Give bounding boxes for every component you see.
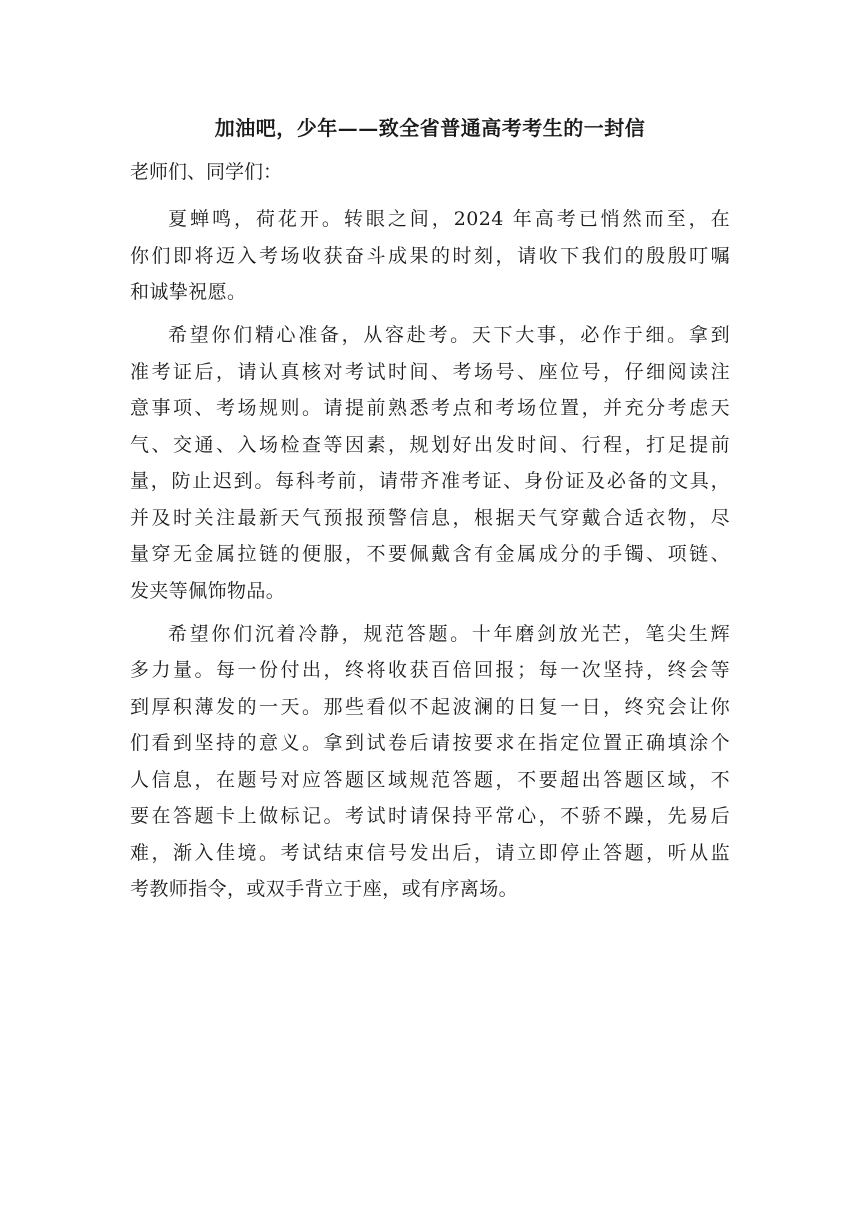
text-line: 要在答题卡上做标记。考试时请保持平常心，不骄不躁，先易后 (130, 805, 730, 827)
text-line: 气、交通、入场检查等因素，规划好出发时间、行程，打足提前 (130, 433, 730, 456)
text-line: 难，渐入佳境。考试结束信号发出后，请立即停止答题，听从监 (130, 841, 730, 864)
letter-title: 加油吧，少年——致全省普通高考考生的一封信 (214, 116, 646, 140)
text-line: 准考证后，请认真核对考试时间、考场号、座位号，仔细阅读注 (130, 360, 730, 383)
text-line: 和诚挚祝愿。 (130, 281, 247, 303)
paragraph-2 (130, 317, 730, 609)
salutation: 老师们、同学们： (130, 161, 283, 183)
text-line: 多力量。每一份付出，终将收获百倍回报；每一次坚持，终会等 (130, 659, 730, 681)
text-line: 量穿无金属拉链的便服，不要佩戴含有金属成分的手镯、项链、 (130, 543, 730, 565)
text-line: 们看到坚持的意义。拿到试卷后请按要求在指定位置正确填涂个 (130, 732, 730, 754)
text-line: 量，防止迟到。每科考前，请带齐准考证、身份证及必备的文具， (130, 470, 730, 492)
text-line: 希望你们精心准备，从容赴考。天下大事，必作于细。拿到 (168, 324, 730, 346)
text-line: 夏蝉鸣，荷花开。转眼之间，2024 年高考已悄然而至，在 (168, 208, 730, 230)
text-line: 考教师指令，或双手背立于座，或有序离场。 (130, 878, 519, 900)
letter-body (130, 201, 730, 914)
paragraph-1 (130, 201, 730, 311)
paragraph-3 (130, 616, 730, 908)
text-line: 并及时关注最新天气预报预警信息，根据天气穿戴合适衣物，尽 (130, 506, 730, 529)
text-line: 发夹等佩饰物品。 (130, 579, 286, 602)
text-line: 意事项、考场规则。请提前熟悉考点和考场位置，并充分考虑天 (130, 397, 730, 419)
text-line: 你们即将迈入考场收获奋斗成果的时刻，请收下我们的殷殷叮嘱 (130, 244, 730, 267)
text-line: 人信息，在题号对应答题区域规范答题，不要超出答题区域，不 (130, 768, 730, 791)
text-line: 希望你们沉着冷静，规范答题。十年磨剑放光芒，笔尖生辉 (168, 622, 730, 645)
text-line: 到厚积薄发的一天。那些看似不起波澜的日复一日，终究会让你 (130, 695, 730, 718)
